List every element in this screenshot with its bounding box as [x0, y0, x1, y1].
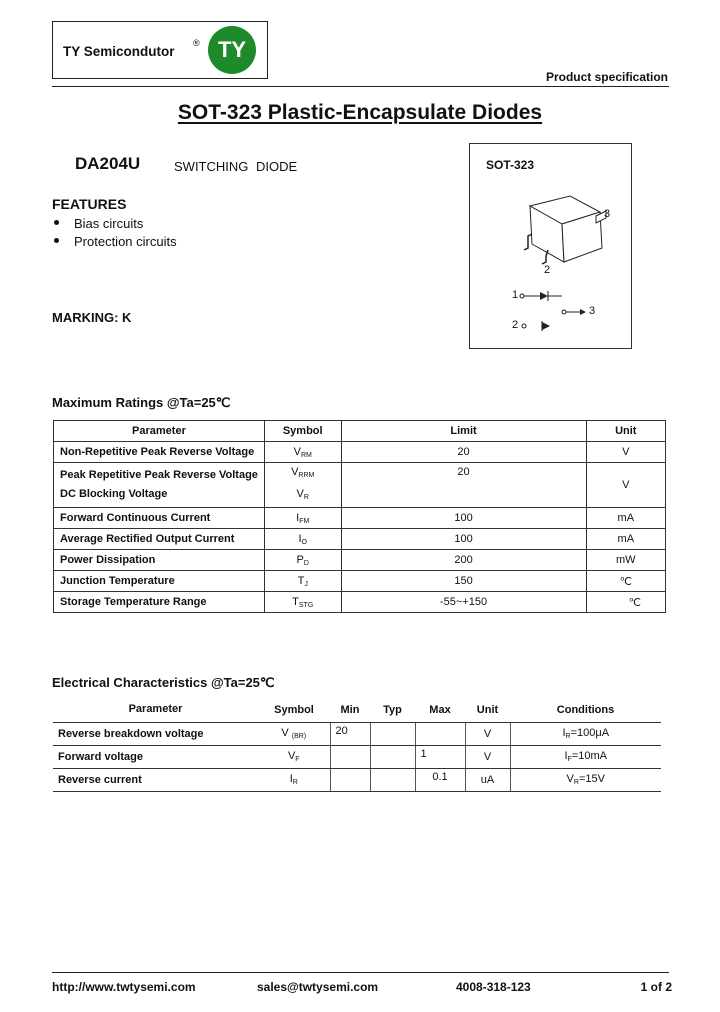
header-unit: Unit [586, 421, 665, 442]
electrical-characteristics-title: Electrical Characteristics @Ta=25℃ [52, 675, 275, 690]
table-row: Reverse current $I_R$ 0.1 uA $V_R=15V$ [53, 768, 661, 791]
bullet-icon [54, 220, 59, 225]
table-row: Average Rectified Output Current $I_O$ 100 mA [54, 529, 666, 550]
feature-item: Protection circuits [54, 234, 177, 249]
table-row: Junction Temperature $T_J$ 150 ℃ [54, 571, 666, 592]
schematic-pin-3-label: 3 [589, 305, 596, 317]
header-symbol: Symbol [264, 421, 341, 442]
bullet-icon [54, 238, 59, 243]
table-row: Peak Repetitive Peak Reverse Voltage DC Blocking Voltage $V_{RRM}$ $V_R$ 20 V [54, 463, 666, 508]
max-ratings-table [53, 420, 666, 613]
features-heading: FEATURES [52, 196, 127, 212]
table-header-row: Parameter Symbol Min Typ Max Unit Conditions [53, 699, 661, 722]
phone-number: 4008-318-123 [456, 980, 531, 994]
table-row: Storage Temperature Range $T_{STG}$ -55~+150 ℃ [54, 592, 666, 613]
website-link[interactable]: http://www.twtysemi.com [52, 980, 196, 994]
product-specification-label: Product specification [545, 70, 668, 84]
package-title: SOT-323 [486, 158, 535, 172]
package-diagram [469, 143, 632, 349]
pin-3-label: 3 [604, 208, 611, 220]
email-link[interactable]: sales@twtysemi.com [257, 980, 379, 994]
header-limit: Limit [341, 421, 586, 442]
max-ratings-title: Maximum Ratings @Ta=25℃ [52, 395, 231, 410]
marking-code: MARKING: K [52, 310, 132, 325]
table-row: Forward voltage $V_F$ 1 V $I_F=10mA$ [53, 745, 661, 768]
table-row: Forward Continuous Current $I_{FM}$ 100 mA [54, 508, 666, 529]
sot323-package-icon [470, 144, 633, 350]
electrical-characteristics-table [53, 699, 661, 792]
schematic-pin-1-label: 1 [512, 289, 519, 301]
part-description: SWITCHING DIODE [174, 159, 298, 174]
page-number: 1 of 2 [640, 980, 672, 994]
registered-mark: ® [193, 38, 200, 48]
table-header-row [54, 421, 666, 442]
table-row: Reverse breakdown voltage V $_{(BR)}$ 20 V $I_R=100\mu A$ [53, 722, 661, 745]
logo-badge-icon: TY [208, 26, 256, 74]
table-row: Non-Repetitive Peak Reverse Voltage $V_{RM}$ 20 V [54, 442, 666, 463]
logo-text: TY Semicondutor [63, 44, 175, 59]
feature-item: Bias circuits [54, 216, 143, 231]
footer-divider [52, 972, 669, 973]
schematic-pin-2-label: 2 [512, 319, 519, 331]
table-row: Power Dissipation $P_D$ 200 mW [54, 550, 666, 571]
pin-2-label: 2 [544, 264, 551, 276]
part-number: DA204U [75, 154, 141, 173]
header-parameter: Parameter [54, 421, 265, 442]
header-divider [52, 86, 669, 87]
company-logo [52, 21, 268, 79]
document-title: SOT-323 Plastic-Encapsulate Diodes [177, 101, 543, 124]
